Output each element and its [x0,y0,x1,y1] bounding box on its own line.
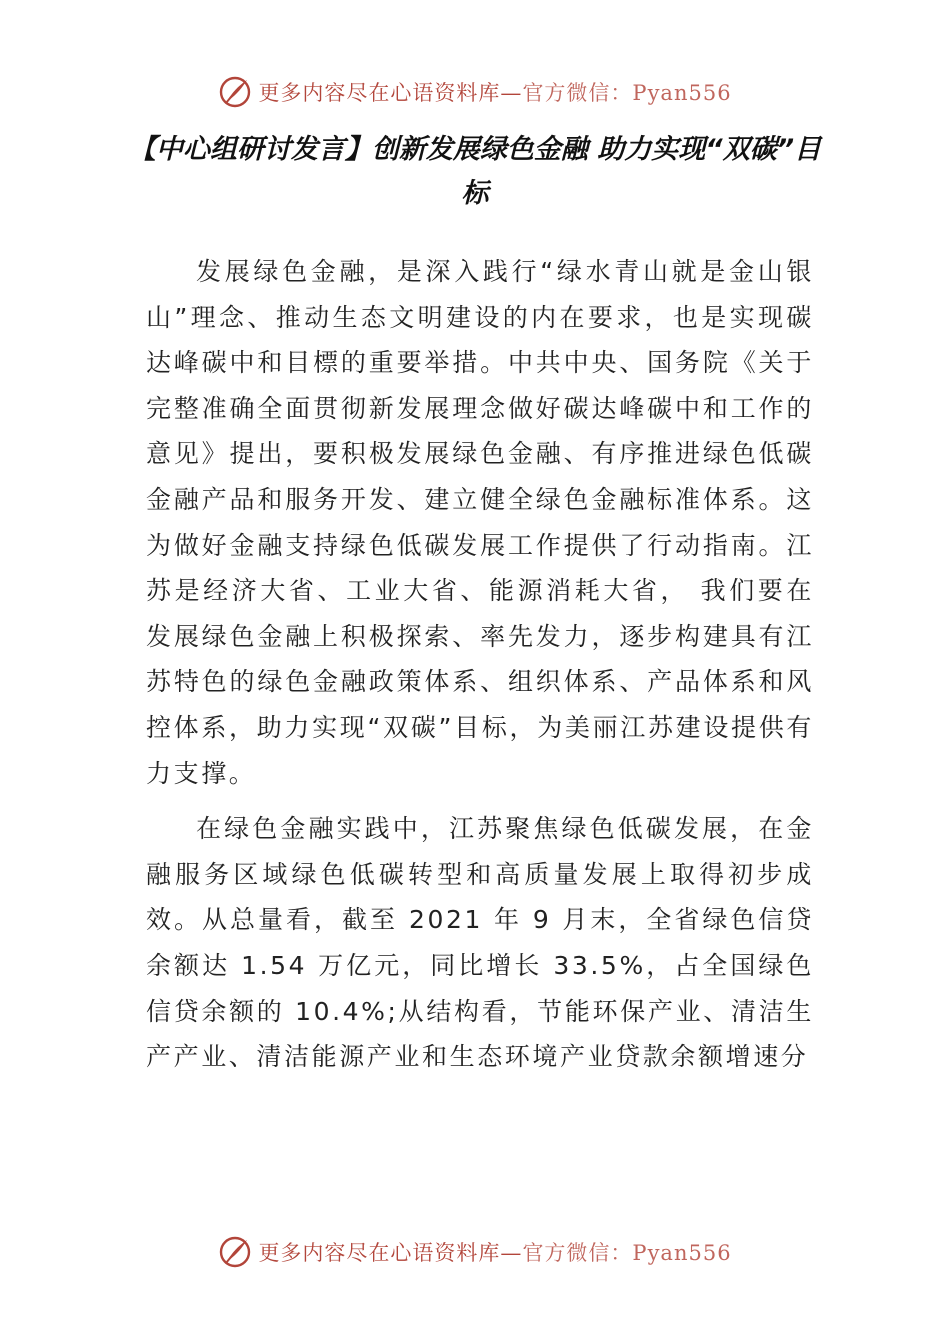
banner-wechat: 官方微信：Pyan556 [522,81,732,105]
quill-pen-logo-icon [218,1235,252,1269]
document-body [146,249,814,1090]
header-banner [0,72,950,112]
footer-banner [0,1232,950,1272]
paragraph-1: 发展绿色金融，是深入践行“绿水青山就是金山银山”理念、推动生态文明建设的内在要求，也是实现碳达峰碳中和目標的重要举措。中共中央、国务院《关于完整准确全面贯彻新发展理念做好碳达峰碳中和工作的意见》提出，要积极发展绿色金融、有序推进绿色低碳金融产品和服务开发、建立健全绿色金融标准体系。这为做好金融支持绿色低碳发展工作提供了行动指南。江苏是经济大省、工业大省、能源消耗大省， 我们要在发展绿色金融上积极探索、率先发力，逐步构建具有江苏特色的绿色金融政策体系、组织体系、产品体系和风控体系，助力实现“双碳”目标，为美丽江苏建设提供有力支撑。 [146,257,814,788]
banner-text [258,1237,731,1267]
banner-text [258,77,731,107]
banner-slogan: 更多内容尽在心语资料库— [258,81,523,105]
banner-wechat: 官方微信：Pyan556 [522,1241,732,1265]
document-title: 【中心组研讨发言】创新发展绿色金融 助力实现“双碳”目标 [128,134,822,209]
banner-slogan: 更多内容尽在心语资料库— [258,1241,523,1265]
paragraph-2: 在绿色金融实践中，江苏聚焦绿色低碳发展，在金融服务区域绿色低碳转型和高质量发展上取得初步成效。从总量看，截至 2021 年 9 月末，全省绿色信贷余额达 1.54 万亿元，同比增长 33.5%，占全国绿色信贷余额的 10.4%;从结构看，节能环保产业、清洁生产产业、清洁能源产业和生态环境产业贷款余额增速分 [146,814,814,1072]
quill-pen-logo-icon [218,75,252,109]
